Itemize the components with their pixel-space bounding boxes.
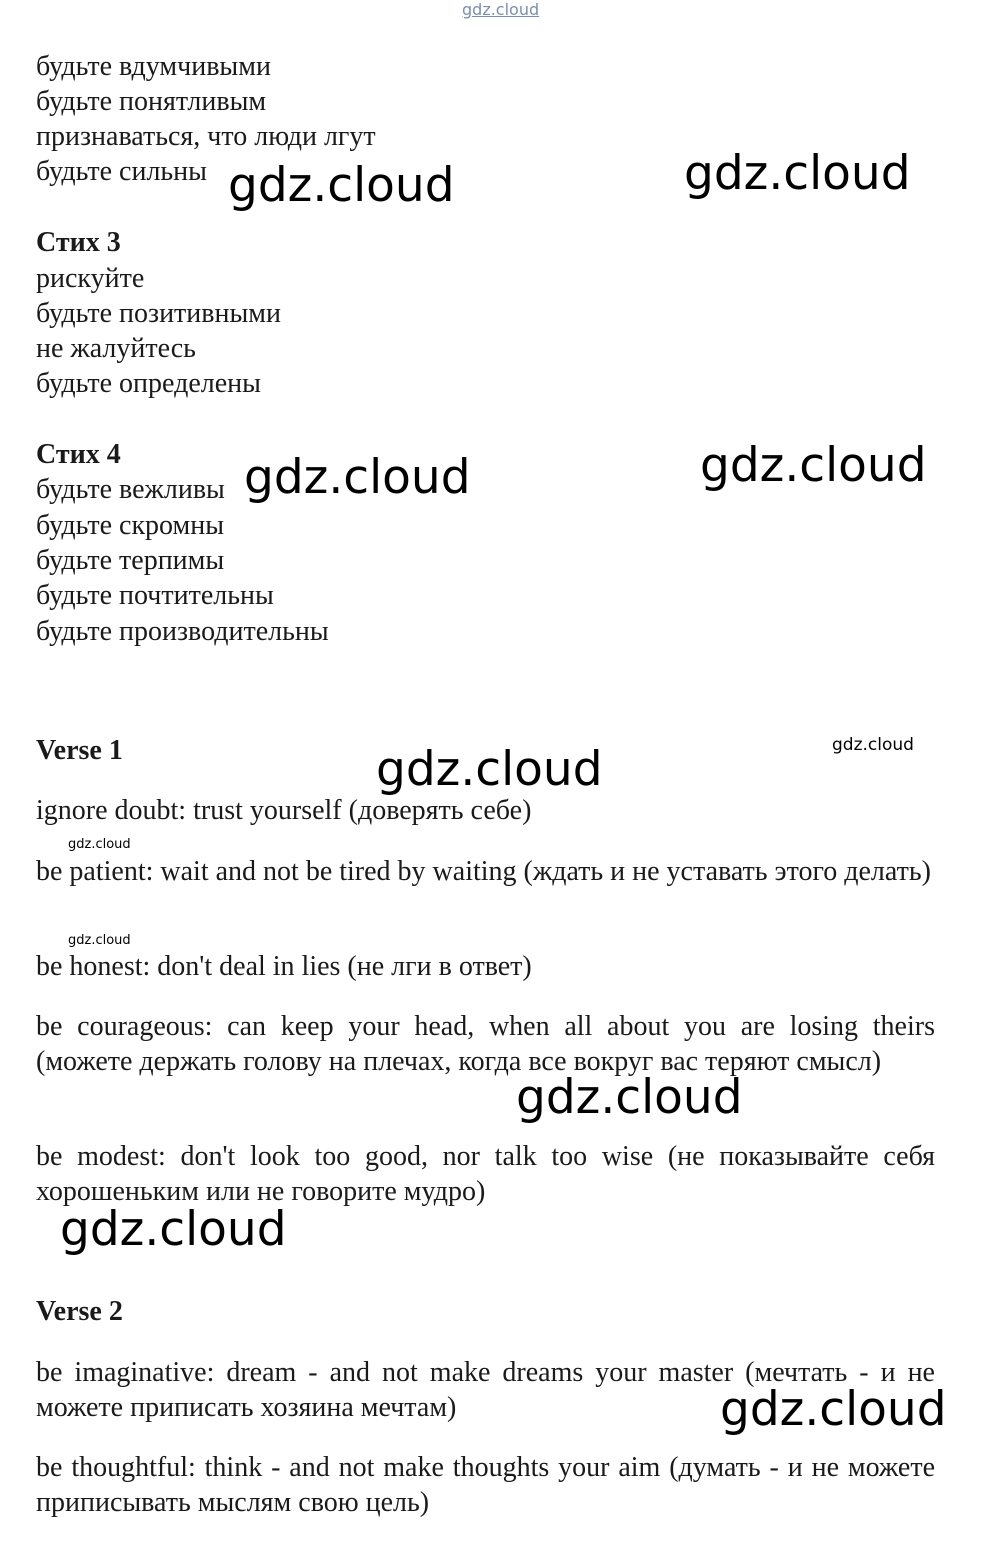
text-line: будьте почтительны xyxy=(36,580,274,611)
text-line: будьте понятливым xyxy=(36,86,267,117)
text-line: рискуйте xyxy=(36,263,145,294)
section-heading-verse-1: Verse 1 xyxy=(36,735,123,766)
watermark-small: gdz.cloud xyxy=(68,837,131,852)
watermark: gdz.cloud xyxy=(684,146,911,201)
watermark: gdz.cloud xyxy=(516,1070,743,1125)
text-line: будьте сильны xyxy=(36,156,207,187)
watermark: gdz.cloud xyxy=(376,742,603,797)
text-line: будьте позитивными xyxy=(36,298,281,329)
verse-paragraph: ignore doubt: trust yourself (доверять себе) xyxy=(36,795,532,826)
verse-paragraph: be honest: don't deal in lies (не лги в ответ) xyxy=(36,951,532,982)
watermark: gdz.cloud xyxy=(700,438,927,493)
section-heading-stih-3: Стих 3 xyxy=(36,227,121,258)
watermark-top-link[interactable]: gdz.cloud xyxy=(462,0,540,19)
watermark-small: gdz.cloud xyxy=(832,735,914,755)
verse-paragraph: be imaginative: dream - and not make dreams your master (мечтать - и не можете приписать хозяина мечтам) xyxy=(36,1357,935,1423)
watermark: gdz.cloud xyxy=(60,1202,287,1257)
text-line: будьте терпимы xyxy=(36,545,225,576)
verse-paragraph: be thoughtful: think - and not make thoughts your aim (думать - и не можете приписывать мыслям свою цель) xyxy=(36,1452,935,1518)
section-heading-stih-4: Стих 4 xyxy=(36,439,121,470)
section-heading-verse-2: Verse 2 xyxy=(36,1296,123,1327)
watermark: gdz.cloud xyxy=(720,1382,947,1437)
watermark: gdz.cloud xyxy=(228,158,455,213)
text-line: будьте скромны xyxy=(36,510,225,541)
verse-paragraph: be courageous: can keep your head, when all about you are losing theirs (можете держать голову на плечах, когда все вокруг вас теряют смысл) xyxy=(36,1011,935,1077)
text-line: признаваться, что люди лгут xyxy=(36,121,376,152)
text-line: будьте производительны xyxy=(36,616,329,647)
text-line: будьте вдумчивыми xyxy=(36,51,271,82)
watermark-small: gdz.cloud xyxy=(68,933,131,948)
text-line: будьте определены xyxy=(36,368,261,399)
verse-paragraph: be patient: wait and not be tired by waiting (ждать и не уставать этого делать) xyxy=(36,856,931,887)
watermark: gdz.cloud xyxy=(244,450,471,505)
text-line: будьте вежливы xyxy=(36,474,225,505)
verse-paragraph: be modest: don't look too good, nor talk too wise (не показывайте себя хорошеньким или не говорите мудро) xyxy=(36,1141,935,1207)
text-line: не жалуйтесь xyxy=(36,333,196,364)
